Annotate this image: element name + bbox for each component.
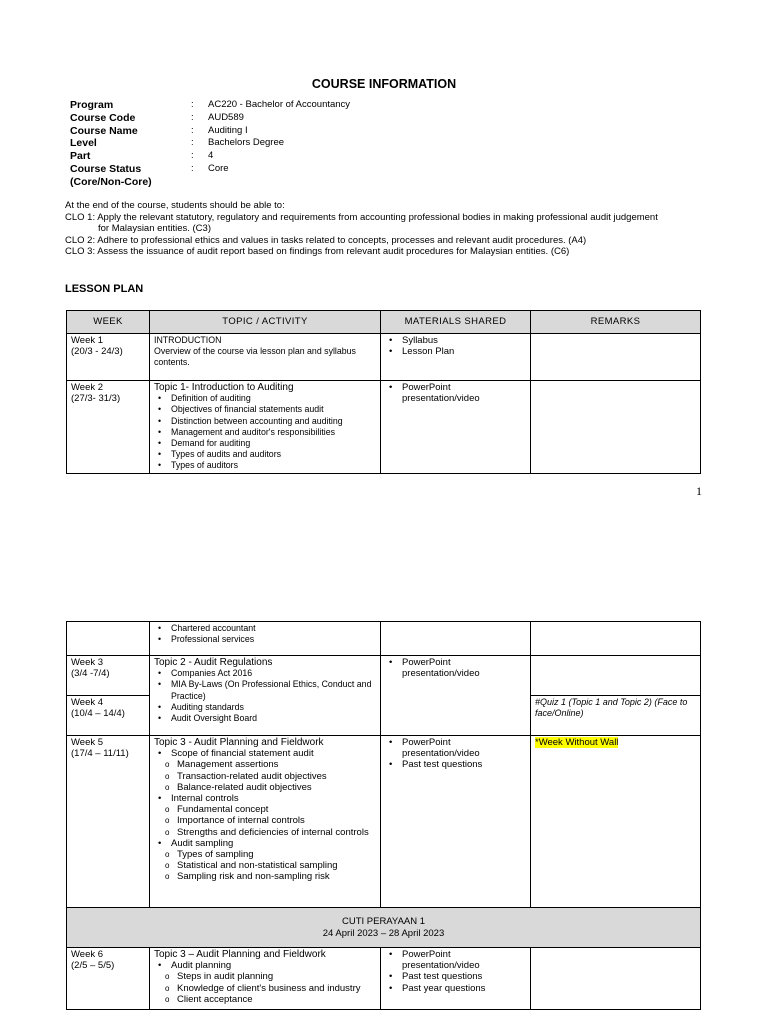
list-item: • Companies Act 2016 xyxy=(154,668,376,679)
list-item: o Importance of internal controls xyxy=(154,815,376,826)
week-cell xyxy=(67,656,150,696)
list-item: o Fundamental concept xyxy=(154,804,376,815)
remarks-cell xyxy=(531,736,701,908)
list-item: • Internal controls xyxy=(154,793,376,804)
lesson-plan-table xyxy=(66,310,701,474)
clo-1-continued: for Malaysian entities. (C3) xyxy=(98,223,211,234)
remarks-cell xyxy=(531,381,701,474)
list-item: • Objectives of financial statements audit xyxy=(154,404,376,415)
list-item: o Management assertions xyxy=(154,759,376,770)
materials-cell xyxy=(381,622,531,656)
week-cell xyxy=(67,381,150,474)
info-colon: : xyxy=(191,150,194,162)
info-value-part: 4 xyxy=(208,150,214,162)
list-item: • Management and auditor's responsibilities xyxy=(154,427,376,438)
list-item: o Knowledge of client's business and industry xyxy=(154,983,376,994)
info-key-course-name: Course Name xyxy=(70,124,138,137)
lesson-plan-table-continued xyxy=(66,621,701,1010)
table-row xyxy=(67,334,701,381)
remarks-cell xyxy=(531,622,701,656)
info-value-program: AC220 - Bachelor of Accountancy xyxy=(208,99,351,110)
list-item: o Strengths and deficiencies of internal controls xyxy=(154,827,376,838)
list-item: • Audit planning xyxy=(154,960,376,971)
info-colon: : xyxy=(191,162,194,174)
table-row xyxy=(67,381,701,474)
remarks-cell xyxy=(531,696,701,736)
topic-cell xyxy=(150,381,381,474)
list-item: o Steps in audit planning xyxy=(154,971,376,982)
week-label: Week 6 xyxy=(71,949,104,960)
header-remarks: REMARKS xyxy=(531,311,701,334)
topic-cell xyxy=(150,948,381,1010)
holiday-row xyxy=(67,908,701,948)
list-item: • PowerPoint presentation/video xyxy=(385,657,526,679)
info-key-program: Program xyxy=(70,99,114,111)
topic-description: Overview of the course via lesson plan and syllabus contents. xyxy=(154,346,356,368)
week-cell xyxy=(67,736,150,908)
quiz-remark: #Quiz 1 (Topic 1 and Topic 2) (Face to face/Online) xyxy=(535,697,688,719)
topic-cell xyxy=(150,656,381,736)
week-cell xyxy=(67,622,150,656)
week-dates: (20/3 - 24/3) xyxy=(71,346,123,358)
info-key-level: Level xyxy=(70,137,97,150)
table-header-row xyxy=(67,311,701,334)
clo-3: CLO 3: Assess the issuance of audit report based on findings from relevant audit procedures for Malaysian entities. (C6) xyxy=(65,246,570,257)
remarks-cell xyxy=(531,334,701,381)
week-dates: (3/4 -7/4) xyxy=(71,668,110,680)
clo-section xyxy=(65,200,705,258)
list-item: • Scope of financial statement audit xyxy=(154,748,376,759)
header-week: WEEK xyxy=(67,311,150,334)
list-item: • PowerPoint presentation/video xyxy=(385,382,526,404)
list-item: • Types of auditors xyxy=(154,460,376,471)
info-colon: : xyxy=(191,111,194,123)
table-row xyxy=(67,622,701,656)
week-dates: (27/3- 31/3) xyxy=(71,393,121,405)
table-row xyxy=(67,736,701,908)
list-item: • Chartered accountant xyxy=(154,623,376,634)
week-dates: (17/4 – 11/11) xyxy=(71,748,129,760)
list-item: o Balance-related audit objectives xyxy=(154,782,376,793)
info-value-course-code: AUD589 xyxy=(208,111,244,123)
list-item: • Past year questions xyxy=(385,983,526,994)
clo-intro: At the end of the course, students should be able to: xyxy=(65,200,285,211)
holiday-name: CUTI PERAYAAN 1 xyxy=(341,916,426,928)
info-value-course-name: Auditing I xyxy=(208,124,248,136)
list-item: • Audit Oversight Board xyxy=(154,713,376,724)
list-item: • Syllabus xyxy=(385,335,526,346)
week-label: Week 1 xyxy=(71,335,104,346)
list-item: • Audit sampling xyxy=(154,838,376,849)
info-value-course-status: Core xyxy=(208,162,229,174)
week-dates: (10/4 – 14/4) xyxy=(71,708,125,720)
holiday-dates: 24 April 2023 – 28 April 2023 xyxy=(322,927,445,939)
clo-1: CLO 1: Apply the relevant statutory, regulatory and requirements from accounting professional bodies in making professional audit judgement xyxy=(65,211,658,223)
topic-cell xyxy=(150,334,381,381)
info-key-course-status: Course Status xyxy=(70,162,142,175)
topic-title: INTRODUCTION xyxy=(154,335,222,345)
list-item: • Distinction between accounting and auditing xyxy=(154,416,376,427)
info-colon: : xyxy=(191,124,194,136)
page-number: 1 xyxy=(696,484,702,498)
table-row xyxy=(67,948,701,1010)
list-item: o Client acceptance xyxy=(154,994,376,1005)
materials-cell xyxy=(381,948,531,1010)
week-without-wall-remark: *Week Without Wall xyxy=(535,737,619,748)
week-cell xyxy=(67,334,150,381)
list-item: • Definition of auditing xyxy=(154,393,376,404)
info-colon: : xyxy=(191,99,194,110)
list-item: • Past test questions xyxy=(385,759,526,770)
materials-cell xyxy=(381,656,531,736)
list-item: o Statistical and non-statistical sampling xyxy=(154,860,376,871)
header-materials: MATERIALS SHARED xyxy=(381,311,531,334)
list-item: o Types of sampling xyxy=(154,849,376,860)
materials-cell xyxy=(381,381,531,474)
list-item: • Professional services xyxy=(154,634,376,645)
topic-cell xyxy=(150,622,381,656)
week-cell xyxy=(67,696,150,736)
info-colon: : xyxy=(191,137,194,149)
list-item: o Transaction-related audit objectives xyxy=(154,771,376,782)
topic-title: Topic 2 - Audit Regulations xyxy=(154,657,273,668)
list-item: • Demand for auditing xyxy=(154,438,376,449)
remarks-cell xyxy=(531,656,701,696)
list-item: • PowerPoint presentation/video xyxy=(385,949,526,971)
info-value-level: Bachelors Degree xyxy=(208,137,285,149)
week-label: Week 3 xyxy=(71,657,104,668)
materials-cell xyxy=(381,334,531,381)
holiday-cell xyxy=(67,908,701,948)
list-item: • Types of audits and auditors xyxy=(154,449,376,460)
info-key-course-code: Course Code xyxy=(70,111,136,124)
lesson-plan-heading: LESSON PLAN xyxy=(65,283,144,295)
page-title: COURSE INFORMATION xyxy=(311,77,457,91)
list-item: • PowerPoint presentation/video xyxy=(385,737,526,759)
topic-title: Topic 1- Introduction to Auditing xyxy=(154,382,294,393)
header-topic: TOPIC / ACTIVITY xyxy=(150,311,381,334)
week-cell xyxy=(67,948,150,1010)
list-item: • Lesson Plan xyxy=(385,346,526,357)
list-item: • Past test questions xyxy=(385,971,526,982)
list-item: o Sampling risk and non-sampling risk xyxy=(154,871,376,882)
table-row xyxy=(67,656,701,696)
topic-title: Topic 3 – Audit Planning and Fieldwork xyxy=(154,949,326,960)
week-label: Week 5 xyxy=(71,737,104,748)
materials-cell xyxy=(381,736,531,908)
week-label: Week 2 xyxy=(71,382,104,393)
info-key-core-non-core: (Core/Non-Core) xyxy=(70,175,152,188)
remarks-cell xyxy=(531,948,701,1010)
topic-cell xyxy=(150,736,381,908)
week-label: Week 4 xyxy=(71,697,104,708)
list-item: • Auditing standards xyxy=(154,702,376,713)
topic-title: Topic 3 - Audit Planning and Fieldwork xyxy=(154,737,324,748)
clo-2: CLO 2: Adhere to professional ethics and values in tasks related to concepts, processes and relevant audit procedures. (A4) xyxy=(65,234,587,246)
info-key-part: Part xyxy=(70,150,91,163)
list-item: • MIA By-Laws (On Professional Ethics, Conduct and Practice) xyxy=(154,679,376,701)
week-dates: (2/5 – 5/5) xyxy=(71,960,115,972)
